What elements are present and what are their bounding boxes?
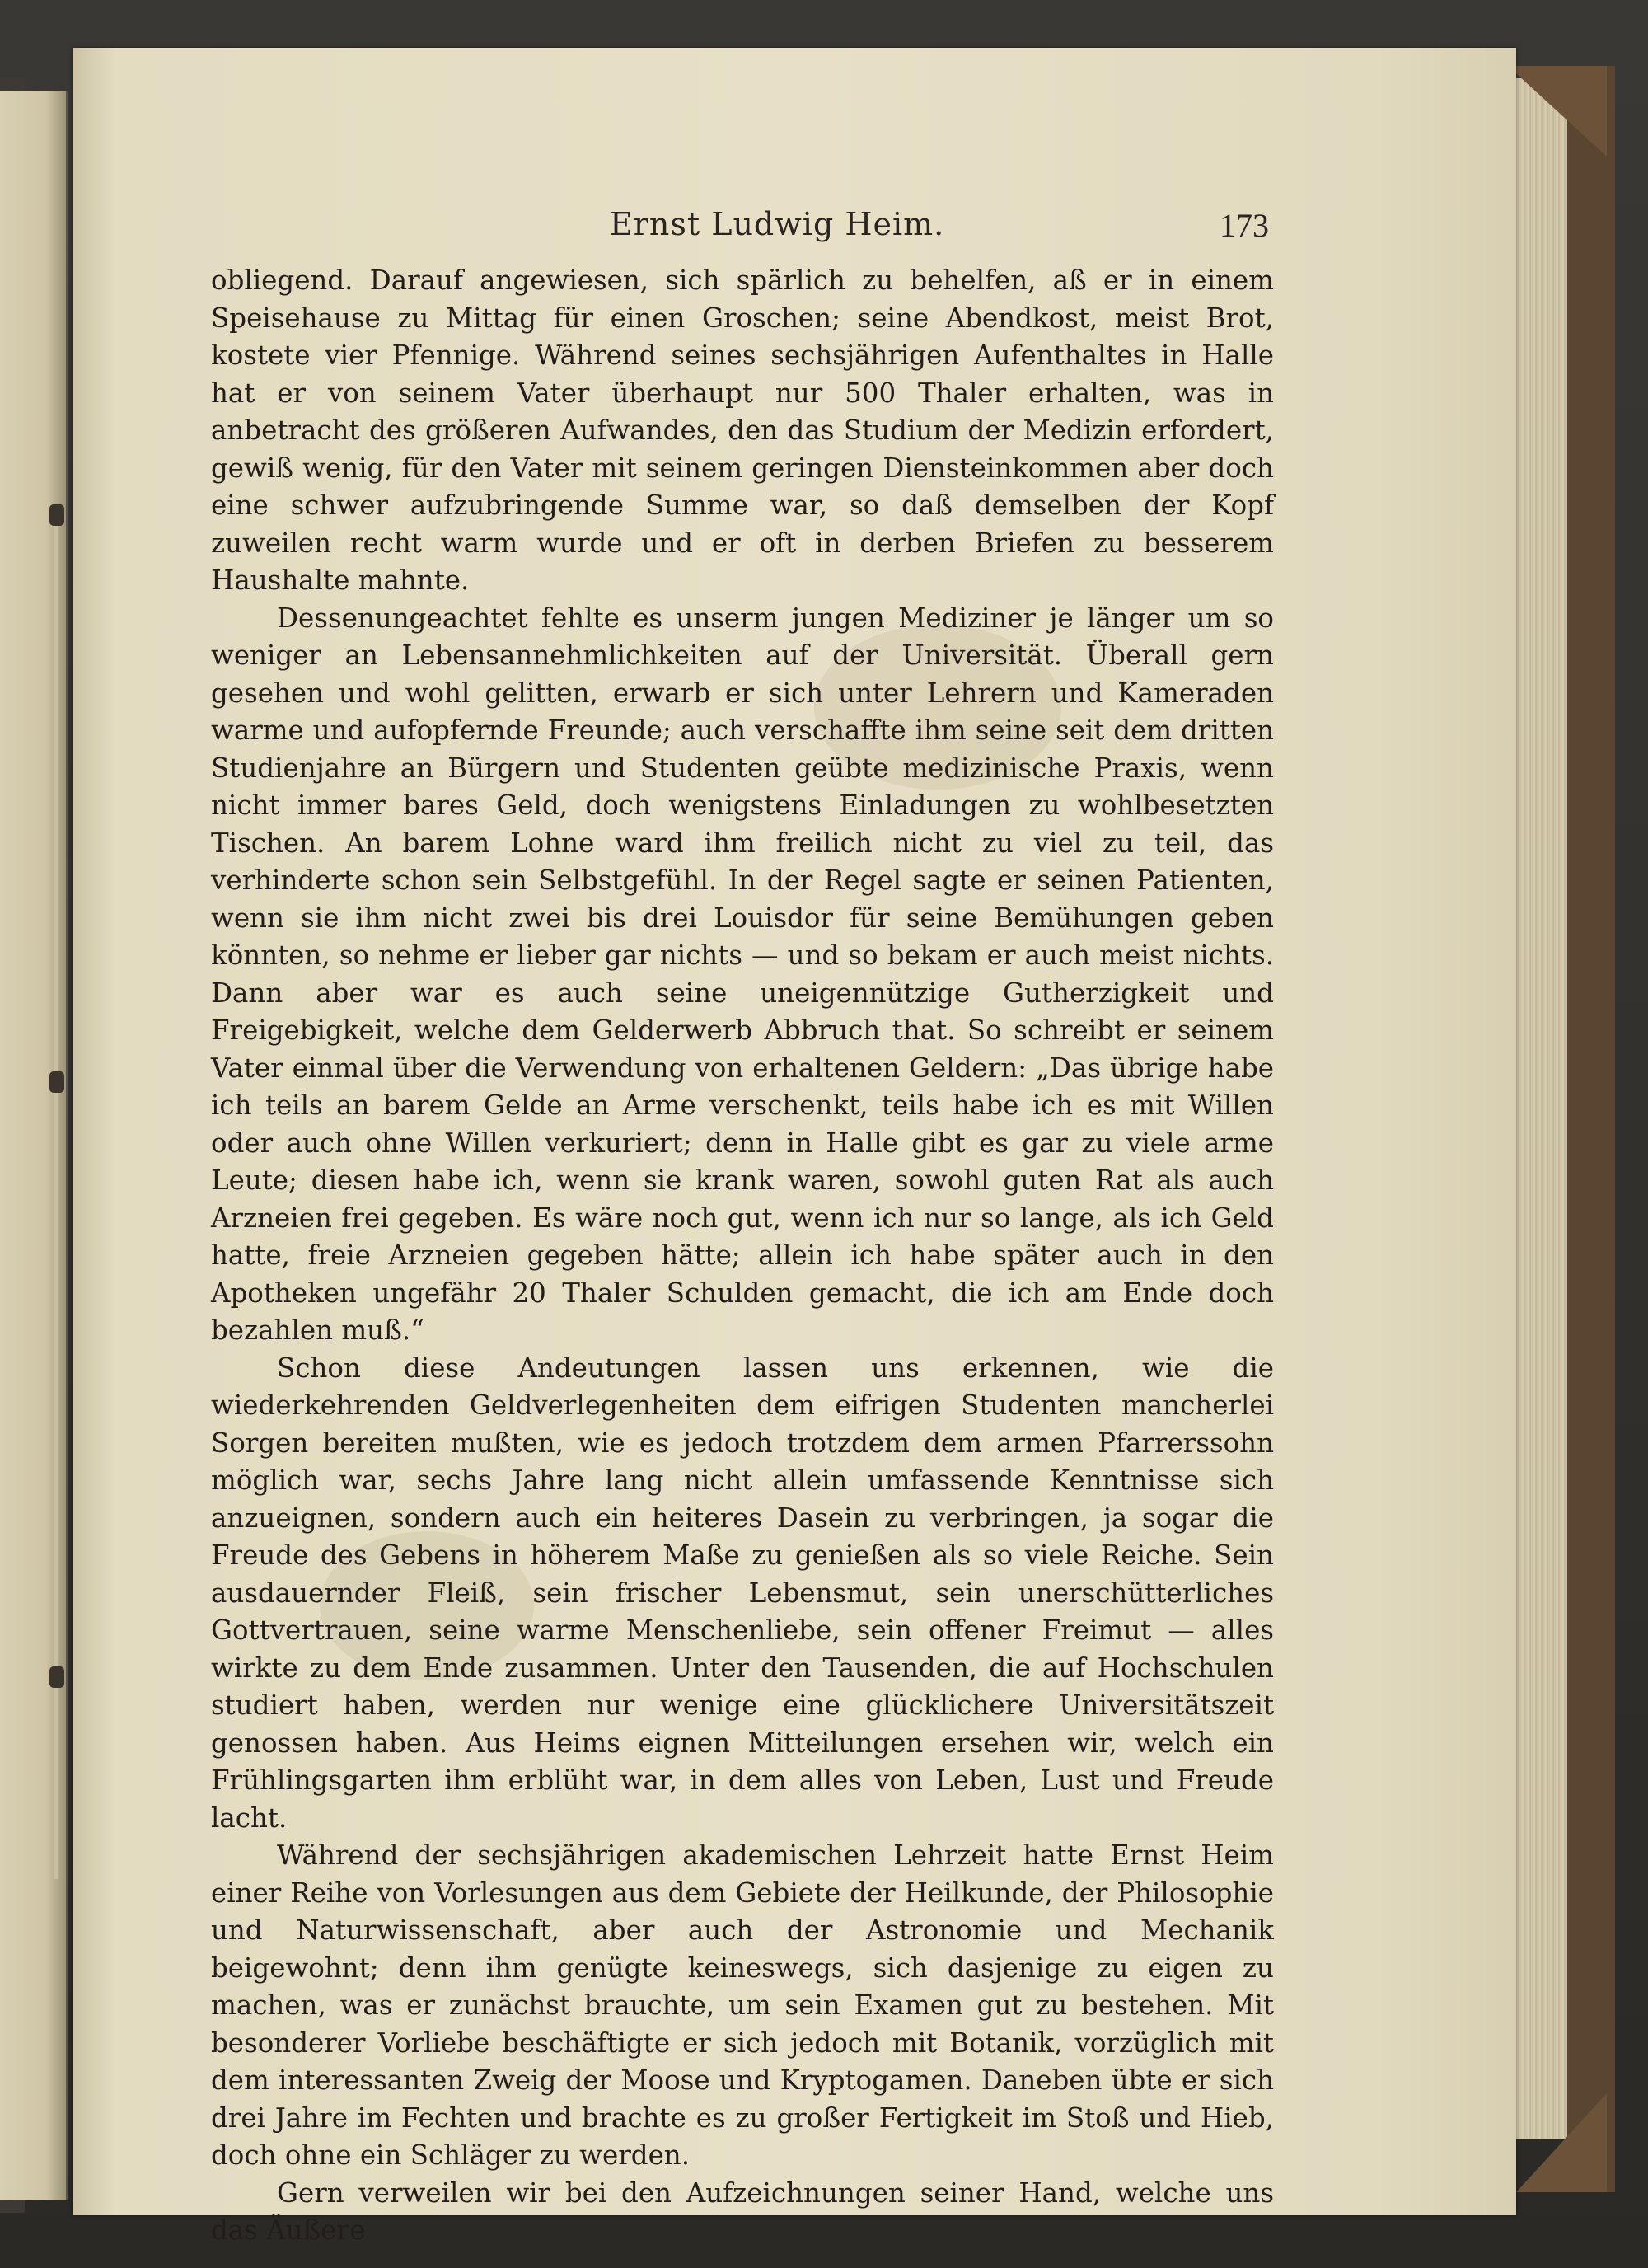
page-header — [214, 206, 1269, 255]
paragraph: Gern verweilen wir bei den Aufzeichnungen seiner Hand, welche uns das Äußere — [211, 2177, 1274, 2246]
paragraph: Während der sechsjährigen akademischen Lehrzeit hatte Ernst Heim einer Reihe von Vorlesungen aus dem Gebiete der Heilkunde, der Philosophie und Naturwissenschaft, aber auch der Astronomie und Mechanik beigewohnt; denn ihm genügte keineswegs, sich dasjenige zu eigen zu machen, was er zunächst brauchte, um sein Examen gut zu bestehen. Mit besonderer Vorliebe beschäftigte er sich jedoch mit Botanik, vorzüglich mit dem interessanten Zweig der Moose und Kryptogamen. Daneben übte er sich drei Jahre im Fechten und brachte es zu großer Fertigkeit im Stoß und Hieb, doch ohne ein Schläger zu werden. — [211, 1839, 1274, 2171]
binding-stitch — [49, 504, 64, 526]
page-number: 173 — [1220, 207, 1269, 244]
right-book-cover — [1566, 66, 1615, 2192]
body-text — [211, 262, 1274, 2250]
binding-stitch — [49, 1071, 64, 1093]
paragraph: Dessenungeachtet fehlte es unserm jungen Mediziner je länger um so weniger an Lebensannehmlichkeiten auf der Universität. Überall gern gesehen und wohl gelitten, erwarb er sich unter Lehrern und Kameraden warme und aufopfernde Freunde; auch verschaffte ihm seine seit dem dritten Studienjahre an Bürgern und Studenten geübte medizinische Praxis, wenn nicht immer bares Geld, doch wenigstens Einladungen zu wohlbesetzten Tischen. An barem Lohne ward ihm freilich nicht zu viel zu teil, das verhinderte schon sein Selbstgefühl. In der Regel sagte er seinen Patienten, wenn sie ihm nicht zwei bis drei Louisdor für seine Bemühungen geben könnten, so nehme er lieber gar nichts — und so bekam er auch meist nichts. Dann aber war es auch seine uneigennützige Gutherzigkeit und Freigebigkeit, welche dem Gelderwerb Abbruch that. So schreibt er seinem Vater einmal über die Verwendung von erhaltenen Geldern: „Das übrige habe ich teils an barem Gelde an Arme verschenkt, teils habe ich es mit Willen oder auch ohne Willen verkuriert; denn in Halle gibt es gar zu viele arme Leute; diesen habe ich, wenn sie krank waren, sowohl guten Rat als auch Arzneien frei gegeben. Es wäre noch gut, wenn ich nur so lange, als ich Geld hatte, freie Arzneien gegeben hätte; allein ich habe später auch in den Apotheken ungefähr 20 Thaler Schulden gemacht, die ich am Ende doch bezahlen muß.“ — [211, 602, 1274, 1346]
running-head: Ernst Ludwig Heim. — [610, 206, 945, 242]
paragraph: obliegend. Darauf angewiesen, sich spärlich zu behelfen, aß er in einem Speisehause zu Mittag für einen Groschen; seine Abendkost, meist Brot, kostete vier Pfennige. Während seines sechsjährigen Aufenthaltes in Halle hat er von seinem Vater überhaupt nur 500 Thaler erhalten, was in anbetracht des größeren Aufwandes, den das Studium der Medizin erfordert, gewiß wenig, für den Vater mit seinem geringen Diensteinkommen aber doch eine schwer aufzubringende Summe war, so daß demselben der Kopf zuweilen recht warm wurde und er oft in derben Briefen zu besserem Haushalte mahnte. — [211, 265, 1274, 596]
binding-stitch — [49, 1666, 64, 1688]
paragraph: Schon diese Andeutungen lassen uns erkennen, wie die wiederkehrenden Geldverlegenheiten dem eifrigen Studenten mancherlei Sorgen bereiten mußten, wie es jedoch trotzdem dem armen Pfarrerssohn möglich war, sechs Jahre lang nicht allein umfassende Kenntnisse sich anzueignen, sondern auch ein heiteres Dasein zu verbringen, ja sogar die Freude des Gebens in höherem Maße zu genießen als so viele Reiche. Sein ausdauernder Fleiß, sein frischer Lebensmut, sein unerschütterliches Gottvertrauen, seine warme Menschenliebe, sein offener Freimut — alles wirkte zu dem Ende zusammen. Unter den Tausenden, die auf Hochschulen studiert haben, werden nur wenige eine glücklichere Universitätszeit genossen haben. Aus Heims eignen Mitteilungen ersehen wir, welch ein Frühlingsgarten ihm erblüht war, in dem alles von Leben, Lust und Freude lacht. — [211, 1352, 1274, 1834]
